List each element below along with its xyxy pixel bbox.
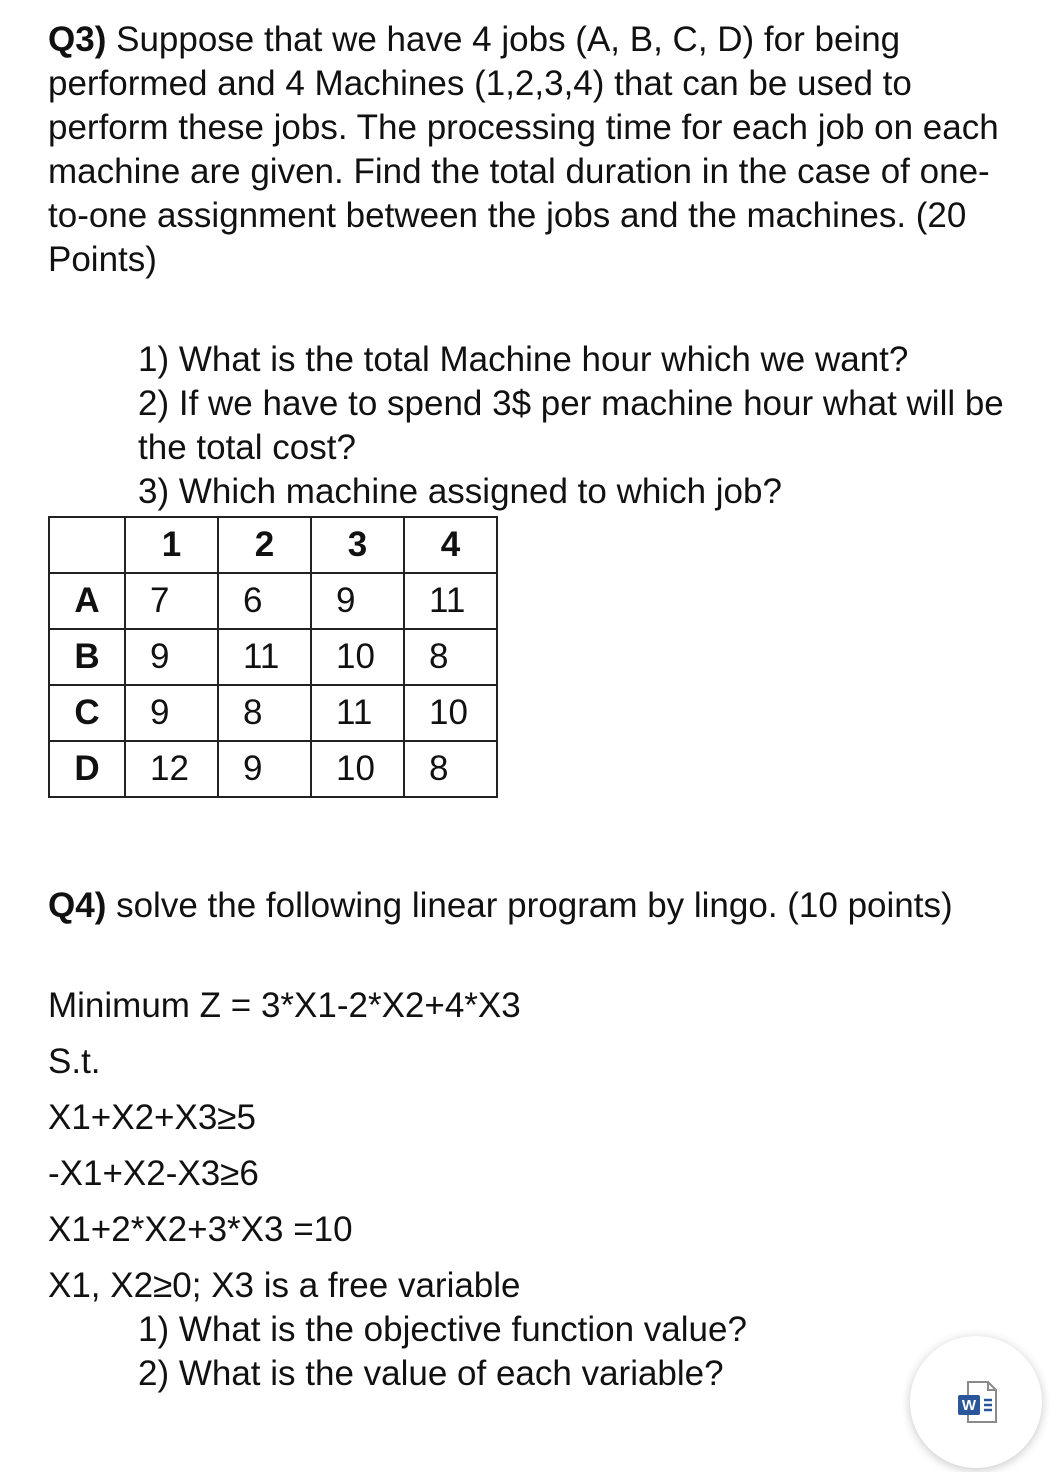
column-header-2: 2 [218,517,311,573]
q3-paragraph [48,18,1028,282]
table-cell: 9 [311,573,404,629]
subject-to-label: S.t. [48,1042,101,1081]
q3-label: Q3) [48,20,107,59]
open-in-word-button[interactable] [910,1336,1042,1468]
table-cell: 11 [404,573,497,629]
q4-question-2: 2) What is the value of each variable? [138,1354,724,1393]
table-cell: 7 [125,573,218,629]
table-cell: 12 [125,741,218,797]
table-row [49,741,497,797]
table-cell: 9 [218,741,311,797]
table-cell: 11 [311,685,404,741]
row-label-d: D [49,741,125,797]
word-letter: W [961,1397,977,1414]
processing-time-table [48,516,498,798]
table-cell: 8 [404,629,497,685]
q3-question-list [138,338,1018,514]
objective-function: Minimum Z = 3*X1-2*X2+4*X3 [48,986,521,1025]
row-label-b: B [49,629,125,685]
column-header-3: 3 [311,517,404,573]
table-cell: 10 [311,741,404,797]
q4-question-1: 1) What is the objective function value? [138,1310,747,1349]
word-document-icon [954,1378,1002,1426]
column-header-1: 1 [125,517,218,573]
table-cell: 9 [125,685,218,741]
table-cell: 9 [125,629,218,685]
constraint-3: X1+2*X2+3*X3 =10 [48,1210,353,1249]
table-cell: 10 [311,629,404,685]
q3-question-3: 3) Which machine assigned to which job? [138,472,782,511]
table-row [49,573,497,629]
q3-question-1: 1) What is the total Machine hour which we want? [138,340,909,379]
table-cell: 11 [218,629,311,685]
table-corner-cell [49,517,125,573]
table-row [49,629,497,685]
table-row [49,685,497,741]
table-cell: 8 [218,685,311,741]
q4-label: Q4) [48,886,107,925]
table-cell: 6 [218,573,311,629]
constraint-1: X1+X2+X3≥5 [48,1098,256,1137]
column-header-4: 4 [404,517,497,573]
q3-text: Suppose that we have 4 jobs (A, B, C, D) for being performed and 4 Machines (1,2,3,4) that can be used to perform these jobs. The processing time for each job on each machine are given. Find the total duration in the case of one-to-one assignment between the jobs and the machines. (20 Points) [48,20,999,279]
table-cell: 8 [404,741,497,797]
variable-domain: X1, X2≥0; X3 is a free variable [48,1266,521,1305]
table-header-row [49,517,497,573]
q4-paragraph [48,884,1008,928]
table-cell: 10 [404,685,497,741]
constraint-2: -X1+X2-X3≥6 [48,1154,259,1193]
q4-question-list [138,1308,1018,1396]
row-label-c: C [49,685,125,741]
row-label-a: A [49,573,125,629]
q3-question-2: 2) If we have to spend 3$ per machine hour what will be the total cost? [138,384,1004,467]
q4-text: solve the following linear program by lingo. (10 points) [116,886,953,925]
